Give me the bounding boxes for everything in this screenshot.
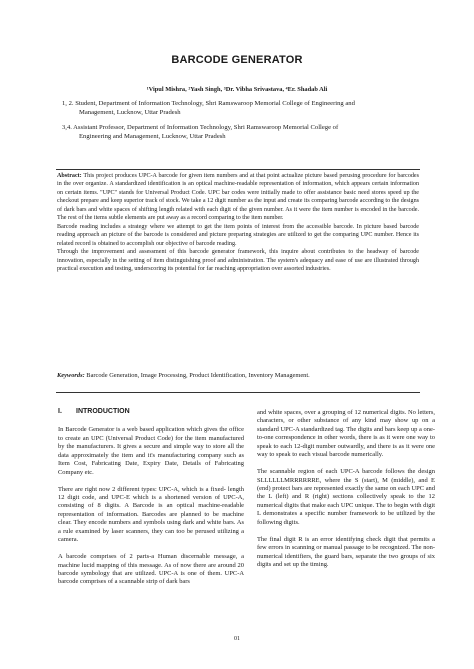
intro-paragraph-6: The final digit R is an error identifying check digit that permits a few errors in scanning or manual passage to be recognized. The non-numerical identifiers, the guard bars, separate the two groups of six digits and set up the timing. <box>257 535 435 569</box>
affiliation-2-line-1: 3,4. Assistant Professor, Department of Information Technology, Shri Ramswaroop Memorial College of <box>62 124 339 131</box>
intro-paragraph-4: and white spaces, over a grouping of 12 numerical digits. No letters, characters, or other substance of any kind may show up on a standard UPC-A standardized tag. The digits and bars keep up a one-to-one correspondence in other words, there is as it were one way to speak to each 12-digit number outwardly, and there is as it were one way to speak to each visual barcode numerically. <box>257 409 435 459</box>
paper-title: BARCODE GENERATOR <box>171 54 303 66</box>
section-number: I. <box>58 408 62 415</box>
intro-paragraph-5: The scannable region of each UPC-A barcode follows the design SLLLLLLMRRRRRRE, where the S (start), M (middle), and E (end) protect bars are represented exactly the same on each UPC and the L (left) and R (right) sections collectively speak to the 12 numerical digits that make each UPC unique. The to begin with digit L demonstrates a specific number framework to be utilized by the following digits. <box>257 468 435 526</box>
keywords-text: Barcode Generation, Image Processing, Product Identification, Inventory Management. <box>84 372 310 379</box>
keywords <box>57 372 419 380</box>
abstract <box>57 172 419 273</box>
right-column <box>257 409 435 578</box>
section-title: INTRODUCTION <box>76 408 130 415</box>
abstract-paragraph-3: Through the improvement and assessment of this barcode generator framework, this inquire about contributes to the headway of barcode innovation, especially in the setting of item distinguishing proof and administration. The system's adequacy and ease of use are illustrated through practical execution and testing, underscoring its potential for far reaching appropriation over assorted industries. <box>57 249 419 272</box>
affiliation-1-line-1: 1, 2. Student, Department of Information Technology, Shri Ramswaroop Memorial College of Engineering and <box>62 100 355 107</box>
abstract-paragraph-2: Barcode reading includes a strategy where we attempt to get the item points of interest from the accessible barcode. In picture based barcode reading approach an picture of the barcode is considered and picture preparing strategies are utilized to get the comparing UPC number. Hence its related record is obtained to accomplish our objective of barcode reading. <box>57 223 419 247</box>
abstract-label: Abstract: <box>57 173 82 179</box>
abstract-paragraph-1 <box>57 172 419 223</box>
intro-paragraph-1: In Barcode Generator is a web based application which gives the office to create an UPC (Universal Product Code) for the item manufactured by the manufacturers. It gives a secure and simple way to store all the data approximately the item and it's manufacturing company such as Item Cost, Fabricating Date, Expiry Date, Details of Fabricating Company etc. <box>58 426 244 476</box>
intro-paragraph-2: There are right now 2 different types: UPC-A, which is a fixed- length 12 digit code, and UPC-E which is a shortened version of UPC-A, consisting of 8 digits. A Barcode is an optical machine-readable representation of information. Barcodes are planned to be machine clear. They encode numbers and symbols using dark and white bars. As a rule examined by laser scanners, they can too be perused utilizing a camera. <box>58 485 244 544</box>
section-heading-introduction <box>58 408 244 416</box>
keywords-label: Keywords: <box>57 372 85 379</box>
abstract-paragraph-1-text: This project produces UPC-A barcode for given item numbers and at that point actualize picture based perusing procedure for barcodes in the over organize. A standardized identification is an optical machine-readable representation of information, which appears certain information on certain items. "UPC" stands for Universal Product Code. UPC bar codes were initially made to offer assistance basic need stores speed up the checkout prepare and keep superior track of stock. We take a 12 digit number as the input and create its comparing barcode according to the designs of dark bars and white spaces of shifting length related with each digit of the given number. As it were the item number is encoded in the barcode. The rest of the items subtle elements are put away as a record comparing to the item number. <box>57 173 419 222</box>
affiliation-1 <box>62 100 422 117</box>
intro-paragraph-3: A barcode comprises of 2 parts-a Human discernable message, a machine lucid mapping of this message. As of now there are around 20 barcode symbology that are utilized. UPC-A is one of them. UPC-A barcode comprises of a scannable strip of dark bars <box>58 553 244 586</box>
affiliation-2-line-2: Engineering and Management, Lucknow, Uttar Pradesh <box>79 132 226 140</box>
affiliation-2 <box>62 124 422 141</box>
author-list: ¹Vipul Mishra, ²Yash Singh, ³Dr. Vibha Srivastava, ⁴Er. Shadab Ali <box>146 86 328 93</box>
left-column <box>58 408 244 595</box>
affiliation-1-line-2: Management, Lucknow, Uttar Pradesh <box>79 108 181 116</box>
page-number: 01 <box>234 636 240 642</box>
